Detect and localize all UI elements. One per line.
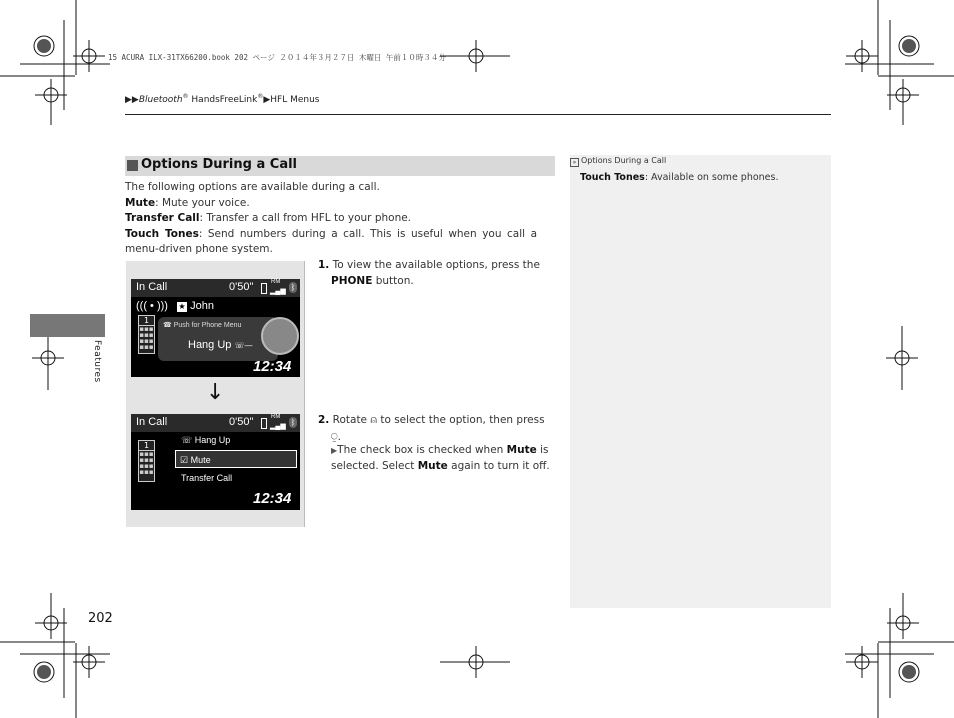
notes-panel-title <box>570 156 666 167</box>
note-mute: Mute <box>417 459 448 472</box>
push-menu-text <box>163 321 241 329</box>
option-item <box>125 211 537 227</box>
notes-title-text: Options During a Call <box>581 156 667 165</box>
contact-name: John <box>190 300 214 312</box>
keypad-icon: ▪▪▪ ▪▪▪ ▪▪▪ ▪▪▪ <box>139 450 154 476</box>
breadcrumb-arrow-icon: ▶ <box>263 95 271 105</box>
hang-up-icon: ☏ <box>181 435 193 445</box>
intro-text: The following options are available during a call. <box>125 181 380 193</box>
step-text: To view the available options, press the <box>332 259 540 271</box>
option-hang-up <box>181 435 230 446</box>
breadcrumb <box>125 93 319 105</box>
side-tab <box>30 314 105 337</box>
option-term: Touch Tones <box>125 227 199 240</box>
wifi-signal-icon: ((( • ))) <box>136 300 168 312</box>
call-timer: 0'50" <box>229 416 254 428</box>
contact-row <box>136 300 214 312</box>
note-arrow-icon: ▶ <box>331 446 338 455</box>
step-text: button. <box>372 274 414 287</box>
step-text: to select the option, then press <box>380 414 545 426</box>
option-desc: : Send numbers during a call. This is useful when you call a menu-driven phone system. <box>125 227 538 255</box>
option-desc: : Transfer a call from HFL to your phone. <box>199 212 412 224</box>
option-label: Mute <box>190 455 211 465</box>
option-term: Mute <box>125 196 156 209</box>
note-mute: Mute <box>506 444 537 456</box>
screen-header <box>131 414 300 432</box>
header-rule <box>125 114 831 115</box>
press-dial-icon: ⍜ <box>331 429 338 443</box>
notes-desc: : Available on some phones. <box>644 172 779 183</box>
page-number: 202 <box>88 611 113 626</box>
step-number: 2. <box>318 414 330 426</box>
option-label: Hang Up <box>194 435 231 445</box>
hang-up-icon: ☏— <box>234 341 253 350</box>
phone-button-name: PHONE <box>331 274 373 287</box>
rotate-dial-icon: ⍝ <box>370 413 377 426</box>
dial-knob-icon <box>261 317 299 355</box>
signal-icon: ▂▄▆ <box>270 288 286 295</box>
clock-display: 12:34 <box>253 358 292 375</box>
star-icon: ★ <box>178 302 186 311</box>
phone-line-number: 1 <box>139 316 154 326</box>
step-2: 2. Rotate ⍝ to select the option, then press ⍜. <box>318 413 545 443</box>
clock-display: 12:34 <box>253 490 292 507</box>
push-text: Push for Phone Menu <box>173 322 242 329</box>
screen-title: In Call <box>136 416 168 428</box>
rm-label: RM <box>271 414 281 420</box>
screen-header <box>131 279 300 297</box>
print-info: 15 ACURA ILX-31TX66200.book 202 ページ ２０１４年３月２７日 木曜日 午前１０時３４分 <box>108 53 446 62</box>
section-body <box>125 180 537 258</box>
notes-panel-body <box>580 172 779 183</box>
notes-panel <box>570 155 831 608</box>
option-term: Transfer Call <box>125 212 200 224</box>
hang-up-text: Hang Up <box>188 339 232 351</box>
option-item <box>125 227 537 258</box>
section-title: Options During a Call <box>141 157 297 172</box>
screen-title: In Call <box>136 281 168 293</box>
note-text: is selected. Select <box>331 444 549 472</box>
bluetooth-icon: ᛒ <box>290 283 296 292</box>
checkbox-checked-icon: ☑ <box>180 455 189 465</box>
screen-in-call <box>131 279 300 377</box>
rm-label: RM <box>271 279 281 285</box>
breadcrumb-part-bluetooth: Bluetooth <box>138 95 183 105</box>
screen-options <box>131 414 300 510</box>
phone-graphic <box>138 440 155 482</box>
note-text: The check box is checked when <box>337 444 507 456</box>
step-2-note <box>331 443 559 474</box>
section-square-icon <box>127 160 138 171</box>
side-tab-label: Features <box>92 340 102 383</box>
breadcrumb-reg2: ® <box>257 93 264 100</box>
bluetooth-icon: ᛒ <box>290 418 296 427</box>
menu-icon: ☎ <box>163 322 172 329</box>
note-text: again to turn it off. <box>447 459 550 472</box>
step-1 <box>318 258 548 289</box>
option-transfer-call: Transfer Call <box>181 473 233 483</box>
breadcrumb-part-hfl-menus: HFL Menus <box>270 95 320 105</box>
battery-icon <box>261 418 267 429</box>
note-reference-icon: » <box>570 158 579 167</box>
option-mute-selected <box>175 450 297 468</box>
keypad-icon: ▪▪▪ ▪▪▪ ▪▪▪ ▪▪▪ <box>139 325 154 351</box>
notes-term: Touch Tones <box>580 172 645 183</box>
breadcrumb-arrow-icon: ▶▶ <box>125 95 139 105</box>
signal-icon: ▂▄▆ <box>270 423 286 430</box>
call-timer: 0'50" <box>229 281 254 293</box>
phone-line-number: 1 <box>139 441 154 451</box>
breadcrumb-part-handsfreelink: HandsFreeLink <box>188 95 258 105</box>
hang-up-label <box>188 339 253 351</box>
breadcrumb-reg1: ® <box>182 93 189 100</box>
down-arrow-icon: ↓ <box>206 380 225 405</box>
step-text: Rotate <box>332 414 368 426</box>
phone-graphic <box>138 315 155 354</box>
step-number: 1. <box>318 259 330 271</box>
option-desc: : Mute your voice. <box>155 196 250 209</box>
battery-icon <box>261 283 267 294</box>
option-item <box>125 196 537 212</box>
